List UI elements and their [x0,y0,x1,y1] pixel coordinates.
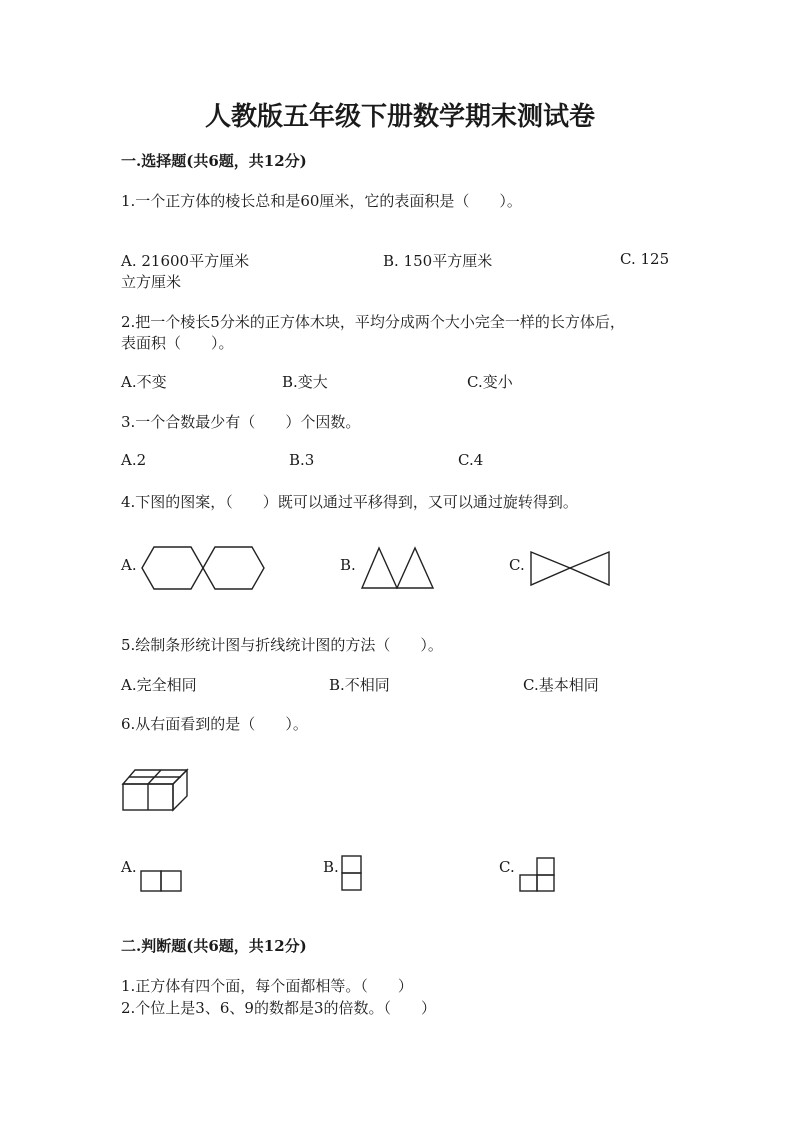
question-1-option-c[interactable]: C. 125 [620,250,670,268]
question-3-option-a[interactable]: A.2 [121,451,147,469]
double-triangle-figure [360,546,436,590]
question-4-option-b[interactable]: B. [340,556,356,574]
question-6-stem: 6.从右面看到的是（ ）。 [121,715,308,733]
question-4-option-a[interactable]: A. [121,556,137,574]
question-5-stem: 5.绘制条形统计图与折线统计图的方法（ ）。 [121,636,443,654]
question-1-option-c-continued: 立方厘米 [121,273,182,291]
question-6-option-b[interactable]: B. [323,858,339,876]
view-two-squares-horizontal [140,870,184,892]
question-4-stem: 4.下图的图案，（ ）既可以通过平移得到，又可以通过旋转得到。 [121,493,578,511]
question-5-option-a[interactable]: A.完全相同 [121,676,197,694]
judge-question-1: 1.正方体有四个面，每个面都相等。（ ） [121,977,413,995]
bowtie-figure [530,550,612,588]
view-two-squares-vertical [341,855,363,893]
question-2-stem-line2: 表面积（ ）。 [121,334,234,352]
question-5-option-c[interactable]: C.基本相同 [523,676,599,694]
view-l-shape [519,857,557,893]
question-1-option-a[interactable]: A. 21600平方厘米 [121,252,250,270]
question-5-option-b[interactable]: B.不相同 [329,676,390,694]
question-4-option-c[interactable]: C. [509,556,525,574]
question-2-option-b[interactable]: B.变大 [282,373,328,391]
cube-stack-figure [121,768,189,813]
section-heading-choice: 一.选择题(共6题，共12分) [121,152,307,170]
question-2-option-c[interactable]: C.变小 [467,373,513,391]
section-heading-judge: 二.判断题(共6题，共12分) [121,937,307,955]
question-3-stem: 3.一个合数最少有（ ）个因数。 [121,413,361,431]
question-6-option-c[interactable]: C. [499,858,515,876]
question-3-option-c[interactable]: C.4 [458,451,484,469]
question-2-stem-line1: 2.把一个棱长5分米的正方体木块，平均分成两个大小完全一样的长方体后， [121,313,625,331]
judge-question-2: 2.个位上是3、6、9的数都是3的倍数。（ ） [121,999,436,1017]
question-6-option-a[interactable]: A. [121,858,137,876]
question-2-option-a[interactable]: A.不变 [121,373,167,391]
question-3-option-b[interactable]: B.3 [289,451,315,469]
question-1-option-b[interactable]: B. 150平方厘米 [383,252,493,270]
page-title: 人教版五年级下册数学期末测试卷 [204,102,595,132]
question-1-stem: 1.一个正方体的棱长总和是60厘米，它的表面积是（ ）。 [121,192,522,210]
double-hexagon-figure [140,545,268,591]
